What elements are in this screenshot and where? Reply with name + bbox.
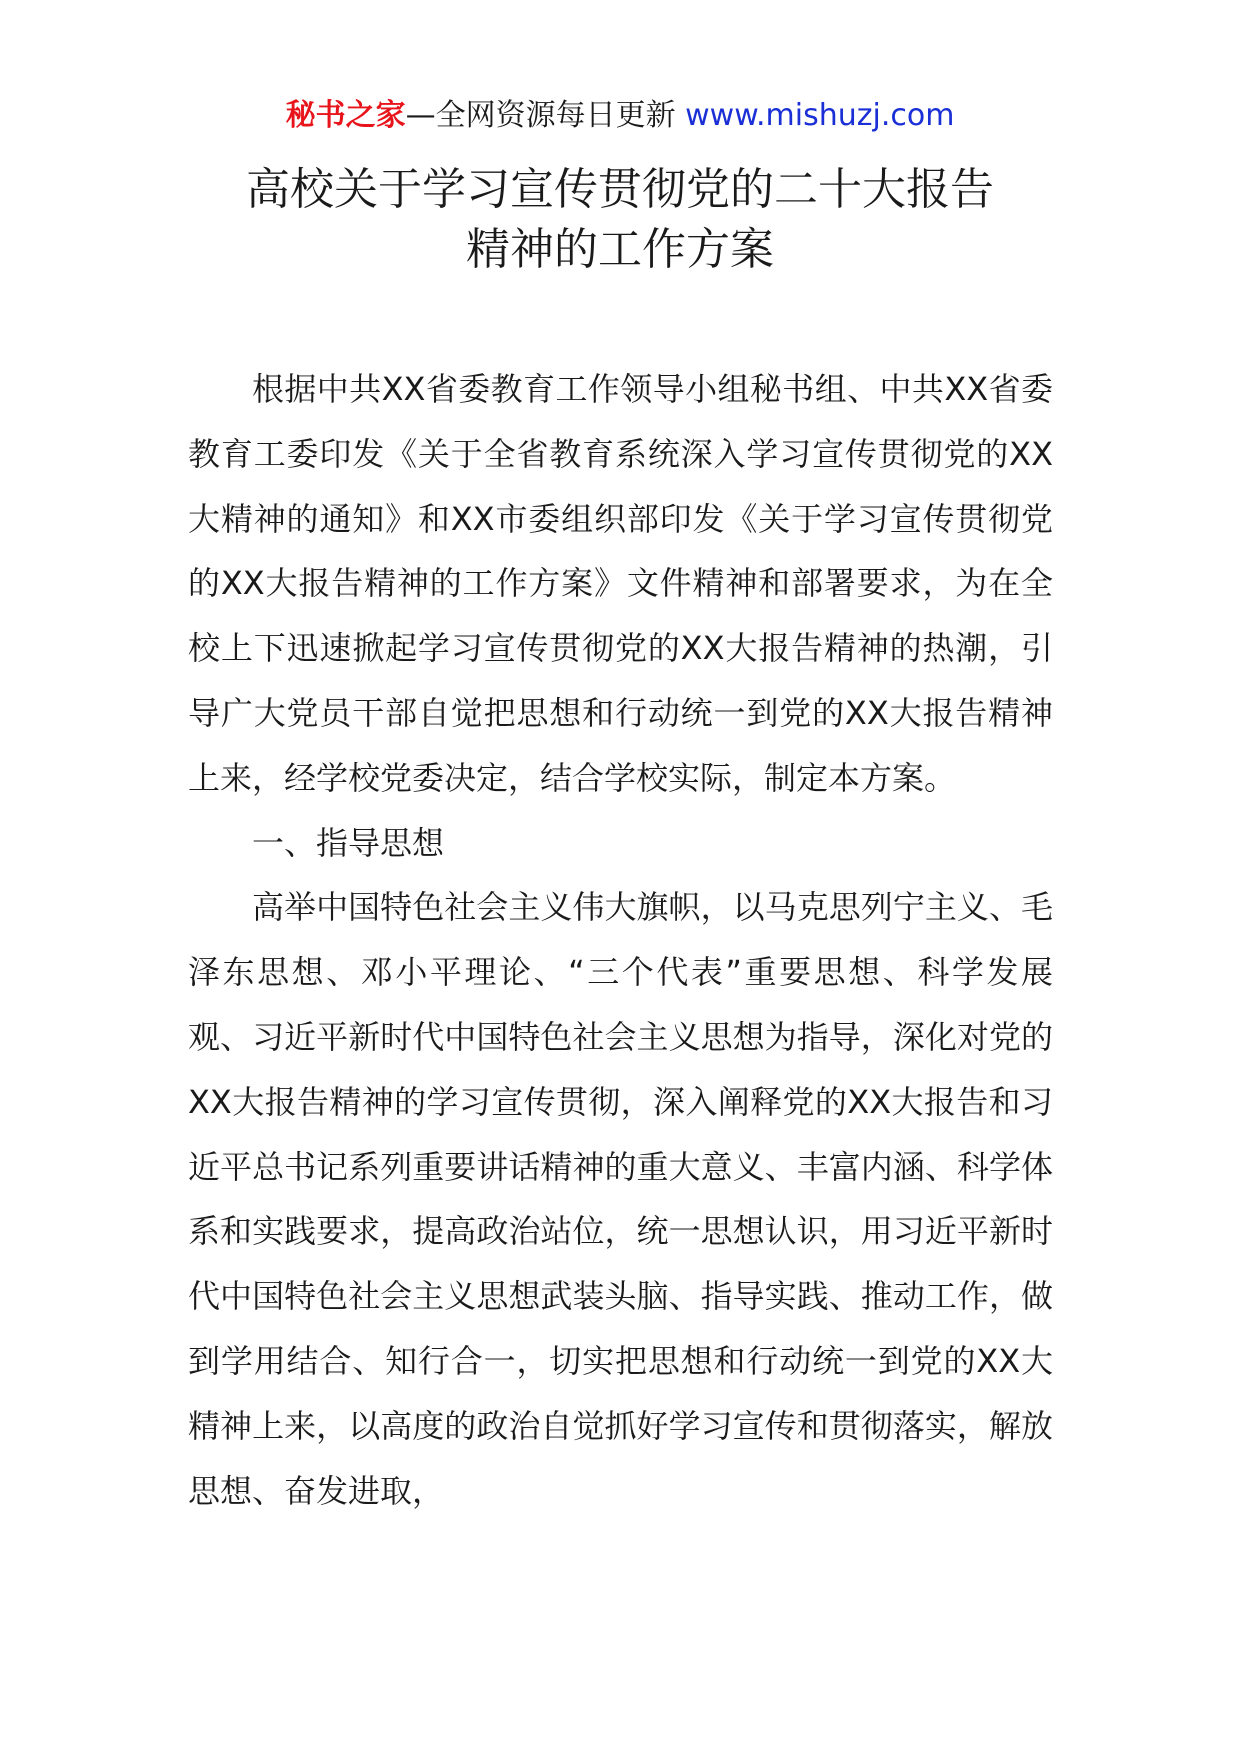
title-line-2: 精神的工作方案 [466, 224, 774, 275]
site-url-link[interactable]: www.mishuzj.com [685, 98, 955, 133]
section-heading-guiding-ideology: 一、指导思想 [252, 823, 445, 862]
site-banner [0, 96, 1240, 136]
title-line-1: 高校关于学习宣传贯彻党的二十大报告 [246, 164, 994, 215]
document-title [0, 160, 1240, 280]
brand-name: 秘书之家 [285, 98, 406, 133]
body-paragraph-intro: 根据中共XX省委教育工作领导小组秘书组、中共XX省委教育工委印发《关于全省教育系统深入学习宣传贯彻党的XX大精神的通知》和XX市委组织部印发《关于学习宣传贯彻党的XX大报告精神的工作方案》文件精神和部署要求，为在全校上下迅速掀起学习宣传贯彻党的XX大报告精神的热潮，引导广大党员干部自觉把思想和行动统一到党的XX大报告精神上来，经学校党委决定，结合学校实际，制定本方案。 [188, 370, 1053, 797]
body-paragraph-guiding-ideology: 高举中国特色社会主义伟大旗帜，以马克思列宁主义、毛泽东思想、邓小平理论、“三个代表”重要思想、科学发展观、习近平新时代中国特色社会主义思想为指导，深化对党的XX大报告精神的学习宣传贯彻，深入阐释党的XX大报告和习近平总书记系列重要讲话精神的重大意义、丰富内涵、科学体系和实践要求，提高政治站位，统一思想认识，用习近平新时代中国特色社会主义思想武装头脑、指导实践、推动工作，做到学用结合、知行合一，切实把思想和行动统一到党的XX大精神上来，以高度的政治自觉抓好学习宣传和贯彻落实，解放思想、奋发进取， [188, 888, 1053, 1510]
banner-tagline: —全网资源每日更新 [405, 98, 676, 133]
document-body [188, 357, 1053, 1523]
